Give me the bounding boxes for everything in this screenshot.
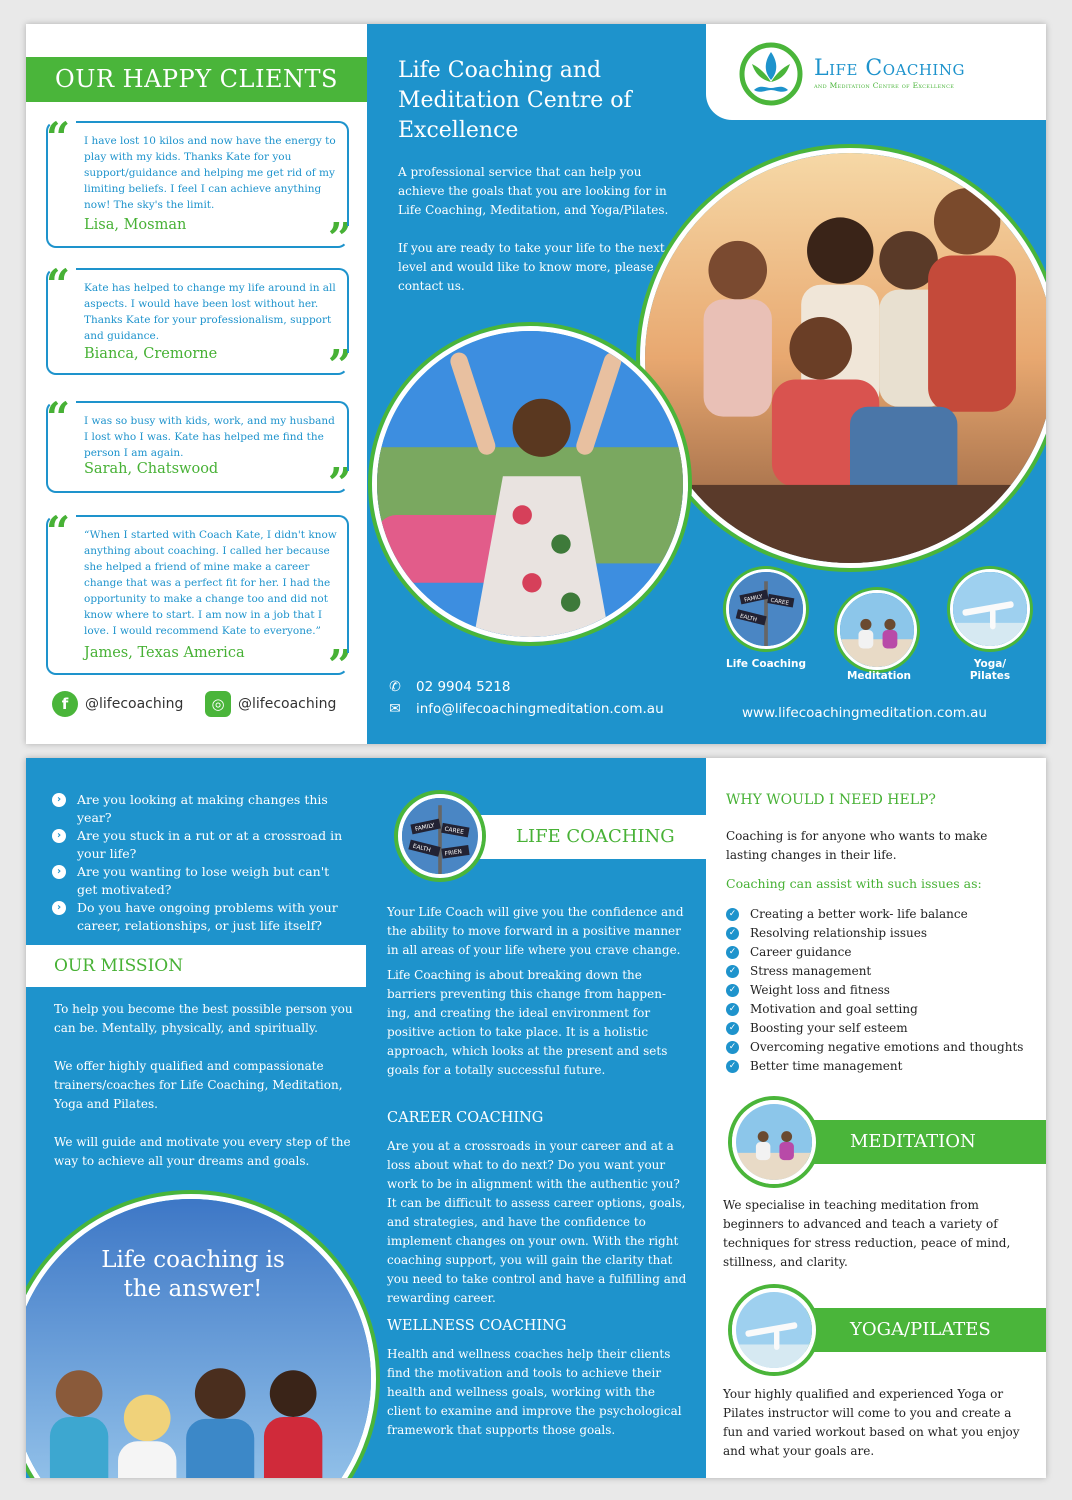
check-icon: ✓ xyxy=(726,984,739,997)
open-quote-icon: “ xyxy=(46,393,71,442)
testimonial-name: Bianca, Cremorne xyxy=(84,346,218,362)
check-icon: ✓ xyxy=(726,1003,739,1016)
logo-title: Life Coaching xyxy=(814,56,965,81)
issue-text: Stress management xyxy=(750,964,872,978)
instagram-icon: ◎ xyxy=(205,691,231,717)
why-help-text: Coaching is for anyone who wants to make lasting changes in their life. xyxy=(726,829,988,862)
envelope-icon: ✉ xyxy=(389,701,401,717)
life-coaching-body xyxy=(387,903,687,1080)
meditation-title: MEDITATION xyxy=(776,1120,1046,1164)
issue-text: Motivation and goal setting xyxy=(750,1002,918,1016)
question-text: Are you wanting to lose weigh but can't get motivated? xyxy=(77,864,330,897)
chevron-right-icon: › xyxy=(52,829,66,843)
life-coaching-icon-circle xyxy=(398,794,482,878)
career-coaching-title: CAREER COACHING xyxy=(387,1110,544,1126)
check-icon: ✓ xyxy=(726,927,739,940)
testimonial-card xyxy=(46,393,352,508)
chevron-right-icon: › xyxy=(52,901,66,915)
check-icon: ✓ xyxy=(726,965,739,978)
yoga-pilates-label: Yoga/ Pilates xyxy=(969,658,1011,682)
question-text: Are you looking at making changes this year? xyxy=(77,792,328,825)
testimonial-card xyxy=(46,113,352,263)
check-icon: ✓ xyxy=(726,946,739,959)
facebook-icon: f xyxy=(52,691,78,717)
svg-text:CAREE: CAREE xyxy=(443,826,465,836)
testimonial-text: “When I started with Coach Kate, I didn't know anything about coaching. I called her because she helped a friend of mine make a career change that was a perfect fit for her. I had the opportunity to make a change too and did not know where to start. I am now in a job that I love. I would recommend Kate to everyone.” xyxy=(84,529,337,637)
meditation-text: We specialise in teaching meditation from beginners to advanced and teach a variety of techniques for stress reduction, peace of mind, stillness, and clarity. xyxy=(723,1198,1011,1269)
testimonial-text: Kate has helped to change my life around in all aspects. I would have been lost without her. Thanks Kate for your professionalism, support and guidance. xyxy=(84,282,336,342)
phone-number: 02 9904 5218 xyxy=(416,679,511,695)
meditation-circle xyxy=(837,590,917,670)
check-icon: ✓ xyxy=(726,1060,739,1073)
answer-line-1: Life coaching is xyxy=(101,1247,285,1273)
yoga-icon-circle xyxy=(732,1288,816,1372)
yoga-pilates-text: Your highly qualified and experienced Yoga or Pilates instructor will come to you and create a fun and varied workout based on what you enjoy and what your goals are. xyxy=(723,1387,1020,1458)
check-icon: ✓ xyxy=(726,1041,739,1054)
testimonial-card xyxy=(46,260,352,390)
svg-text:EALTH: EALTH xyxy=(739,613,758,624)
testimonial-card xyxy=(46,507,352,690)
list-item xyxy=(52,899,352,935)
open-quote-icon: “ xyxy=(46,260,71,309)
life-coaching-p2: Life Coaching is about breaking down the barriers preventing this change from happen-ing, and creating the ideal environment for positive action to take place. It is a holistic approach, which looks at the present and sets goals for a totally successful future. xyxy=(387,968,668,1077)
list-item xyxy=(726,943,1036,962)
check-icon: ✓ xyxy=(726,908,739,921)
facebook-link[interactable] xyxy=(52,691,183,717)
answer-headline xyxy=(26,1246,360,1304)
list-item xyxy=(726,1038,1036,1057)
issue-text: Better time management xyxy=(750,1059,903,1073)
cover-intro-p2: If you are ready to take your life to the next level and would like to know more, please contact us. xyxy=(398,241,665,293)
issue-text: Boosting your self esteem xyxy=(750,1021,908,1035)
close-quote-icon: ” xyxy=(327,214,352,263)
instagram-handle: @lifecoaching xyxy=(238,696,337,712)
email-row[interactable] xyxy=(386,701,664,717)
instagram-link[interactable] xyxy=(205,691,336,717)
svg-text:CAREE: CAREE xyxy=(769,597,790,607)
logo-subtitle: and Meditation Centre of Excellence xyxy=(814,81,955,90)
meditation-icon-circle xyxy=(732,1100,816,1184)
testimonial-name: Sarah, Chatswood xyxy=(84,461,219,477)
open-quote-icon: “ xyxy=(46,507,71,556)
issue-text: Resolving relationship issues xyxy=(750,926,928,940)
issue-text: Career guidance xyxy=(750,945,852,959)
list-item xyxy=(726,1000,1036,1019)
lotus-logo-icon xyxy=(736,42,806,106)
close-quote-icon: ” xyxy=(327,641,352,690)
website-link[interactable]: www.lifecoachingmeditation.com.au xyxy=(742,705,987,721)
assist-title: Coaching can assist with such issues as: xyxy=(726,876,982,891)
question-list xyxy=(52,791,352,935)
open-quote-icon: “ xyxy=(46,113,71,162)
issue-text: Overcoming negative emotions and thoughts xyxy=(750,1040,1024,1054)
check-icon: ✓ xyxy=(726,1022,739,1035)
close-quote-icon: ” xyxy=(327,459,352,508)
question-text: Do you have ongoing problems with your career, relationships, or just life itself? xyxy=(77,900,338,933)
testimonial-name: Lisa, Mosman xyxy=(84,217,187,233)
close-quote-icon: ” xyxy=(327,341,352,390)
list-item xyxy=(726,1057,1036,1076)
issue-text: Weight loss and fitness xyxy=(750,983,890,997)
yoga-circle xyxy=(950,569,1030,649)
question-text: Are you stuck in a rut or at a crossroad in your life? xyxy=(77,828,343,861)
cover-title: Life Coaching and Meditation Centre of Excellence xyxy=(398,58,632,143)
wellness-coaching-body: Health and wellness coaches help their clients find the motivation and tools to achieve their health and wellness goals, working with the client to examine and improve the psychological framework that supports those goals. xyxy=(387,1347,682,1437)
testimonial-text: I was so busy with kids, work, and my husband I lost who I was. Kate has helped me find the person I am again. xyxy=(84,415,335,459)
happy-clients-title: OUR HAPPY CLIENTS xyxy=(26,57,367,102)
email-address: info@lifecoachingmeditation.com.au xyxy=(416,701,664,717)
svg-text:EALTH: EALTH xyxy=(412,843,432,854)
svg-text:FAMILY: FAMILY xyxy=(414,822,436,833)
life-coaching-circle xyxy=(726,569,806,649)
phone-icon: ✆ xyxy=(389,679,401,695)
list-item xyxy=(726,962,1036,981)
wellness-coaching-title: WELLNESS COACHING xyxy=(387,1318,567,1334)
testimonial-name: James, Texas America xyxy=(84,645,245,661)
list-item xyxy=(52,863,352,899)
life-coaching-title: LIFE COACHING xyxy=(456,815,706,859)
answer-line-2: the answer! xyxy=(123,1276,263,1302)
mission-p1: To help you become the best possible person you can be. Mentally, physically, and spiritually. xyxy=(54,1002,353,1035)
logo-area xyxy=(706,24,1046,120)
mission-title: OUR MISSION xyxy=(26,945,366,987)
chevron-right-icon: › xyxy=(52,865,66,879)
svg-text:FAMILY: FAMILY xyxy=(743,594,764,604)
life-coaching-label: Life Coaching xyxy=(726,658,806,670)
group-photo xyxy=(640,148,1046,568)
cover-intro-p1: A professional service that can help you achieve the goals that you are looking for in Life Coaching, Meditation, and Yoga/Pilates. xyxy=(398,165,669,217)
list-item xyxy=(726,924,1036,943)
cover-intro xyxy=(398,163,688,296)
list-item xyxy=(52,791,352,827)
list-item xyxy=(726,981,1036,1000)
career-coaching-body: Are you at a crossroads in your career and at a loss about what to do next? Do you want your work to be in alignment with the authentic you? It can be difficult to assess career options, goals, and strategies, and have the confidence to implement changes on your own. With the right coaching support, you will gain the clarity that you need to take control and have a fulfilling and rewarding career. xyxy=(387,1139,687,1305)
list-item xyxy=(726,1019,1036,1038)
phone-row xyxy=(386,679,510,695)
issues-list xyxy=(726,905,1036,1076)
issue-text: Creating a better work- life balance xyxy=(750,907,968,921)
brochure-inside xyxy=(26,758,1046,1478)
testimonial-text: I have lost 10 kilos and now have the energy to play with my kids. Thanks Kate for you support/guidance and helping me get rid of my limiting beliefs. I feel I can achieve anything now! The sky's the limit. xyxy=(84,135,336,211)
list-item xyxy=(726,905,1036,924)
meditation-label: Meditation xyxy=(846,670,912,682)
mission-p2: We offer highly qualified and compassionate trainers/coaches for Life Coaching, Meditation, Yoga and Pilates. xyxy=(54,1059,343,1111)
life-coaching-p1: Your Life Coach will give you the confidence and the ability to move forward in a positive manner in all areas of your life where you crave change. xyxy=(387,905,684,957)
list-item xyxy=(52,827,352,863)
facebook-handle: @lifecoaching xyxy=(85,696,184,712)
yoga-pilates-title: YOGA/PILATES xyxy=(776,1308,1046,1352)
brochure-outside xyxy=(26,24,1046,744)
why-help-title: WHY WOULD I NEED HELP? xyxy=(726,792,936,808)
mission-p3: We will guide and motivate you every step of the way to achieve all your dreams and goals. xyxy=(54,1135,351,1168)
mission-text xyxy=(54,1000,360,1171)
woman-photo xyxy=(372,326,688,642)
chevron-right-icon: › xyxy=(52,793,66,807)
svg-text:FRIEN: FRIEN xyxy=(444,849,463,858)
